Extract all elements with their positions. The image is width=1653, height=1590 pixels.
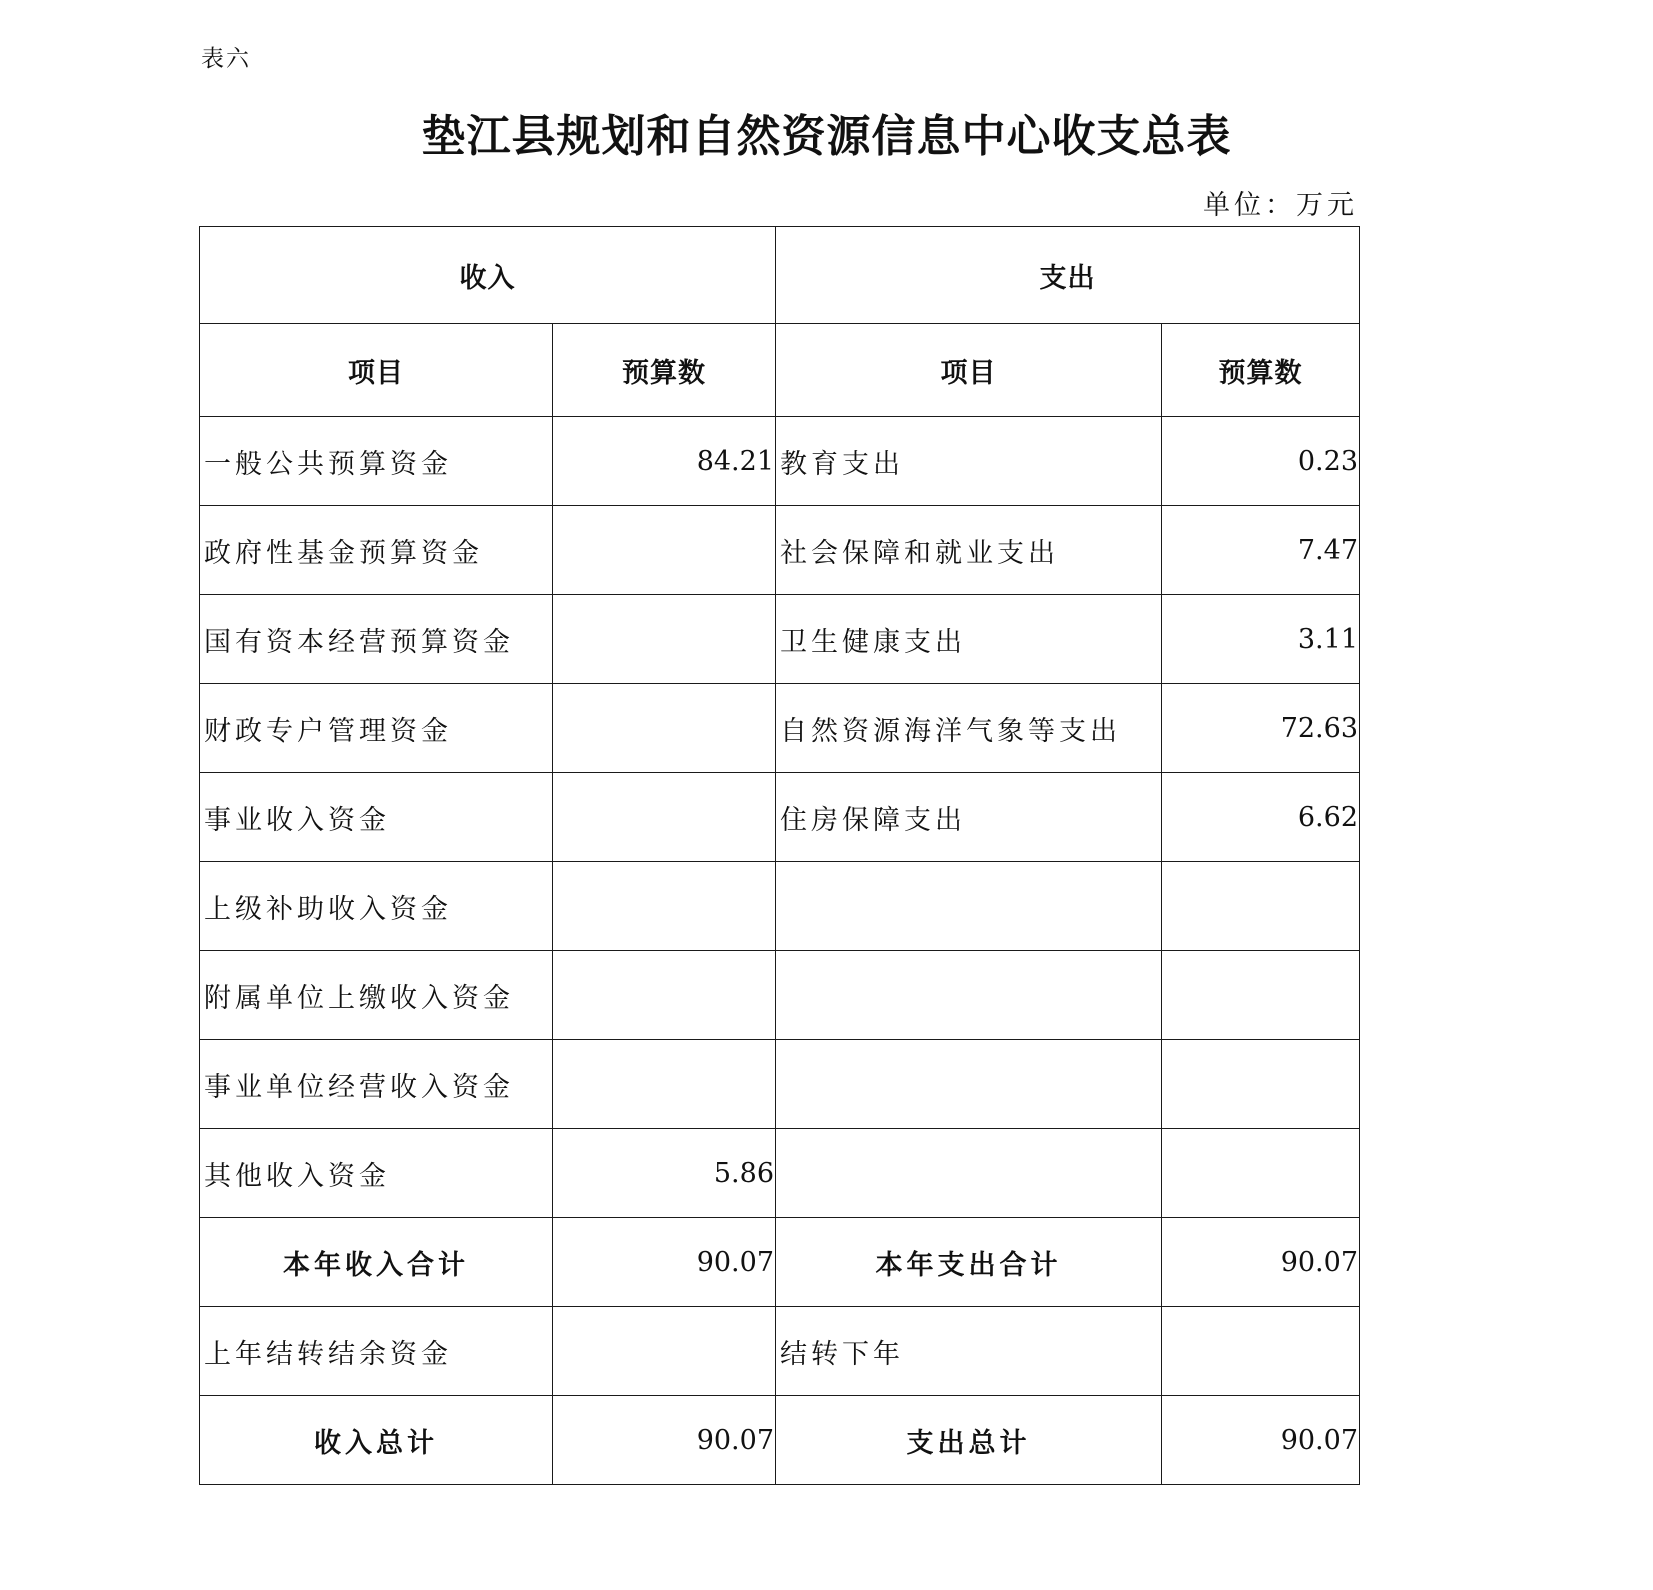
table-row [200, 417, 1360, 506]
expense-section-header: 支出 [776, 227, 1360, 324]
year-total-row [200, 1218, 1360, 1307]
table-row [200, 684, 1360, 773]
page-title: 垫江县规划和自然资源信息中心收支总表 [421, 111, 1232, 162]
expense-item-column-header: 项目 [776, 324, 1162, 417]
expense-value: 6.62 [1162, 773, 1360, 862]
income-value: 5.86 [553, 1129, 776, 1218]
table-row [200, 773, 1360, 862]
expense-value [1162, 1040, 1360, 1129]
year-expense-total-value: 90.07 [1162, 1218, 1360, 1307]
expense-value: 7.47 [1162, 506, 1360, 595]
income-item: 一般公共预算资金 [200, 417, 553, 506]
income-value [553, 862, 776, 951]
table-row [200, 1040, 1360, 1129]
income-grand-total-value: 90.07 [553, 1396, 776, 1485]
expense-value [1162, 862, 1360, 951]
year-expense-total-label: 本年支出合计 [776, 1218, 1162, 1307]
table-row [200, 951, 1360, 1040]
income-value [553, 951, 776, 1040]
table-row [200, 506, 1360, 595]
expense-item: 住房保障支出 [776, 773, 1162, 862]
expense-value: 0.23 [1162, 417, 1360, 506]
expense-item: 自然资源海洋气象等支出 [776, 684, 1162, 773]
income-budget-column-header: 预算数 [553, 324, 776, 417]
income-item: 事业单位经营收入资金 [200, 1040, 553, 1129]
income-value [553, 595, 776, 684]
income-item: 政府性基金预算资金 [200, 506, 553, 595]
expense-item [776, 951, 1162, 1040]
carry-out-label: 结转下年 [776, 1307, 1162, 1396]
income-item: 其他收入资金 [200, 1129, 553, 1218]
grand-total-row [200, 1396, 1360, 1485]
income-expense-table [199, 226, 1360, 1485]
income-value [553, 684, 776, 773]
income-item: 事业收入资金 [200, 773, 553, 862]
column-header-row [200, 324, 1360, 417]
carry-out-value [1162, 1307, 1360, 1396]
year-income-total-value: 90.07 [553, 1218, 776, 1307]
expense-item: 卫生健康支出 [776, 595, 1162, 684]
expense-item [776, 862, 1162, 951]
carry-in-label: 上年结转结余资金 [200, 1307, 553, 1396]
expense-value [1162, 951, 1360, 1040]
expense-grand-total-value: 90.07 [1162, 1396, 1360, 1485]
income-value [553, 773, 776, 862]
expense-budget-column-header: 预算数 [1162, 324, 1360, 417]
income-item: 附属单位上缴收入资金 [200, 951, 553, 1040]
expense-value [1162, 1129, 1360, 1218]
income-item: 上级补助收入资金 [200, 862, 553, 951]
expense-value: 72.63 [1162, 684, 1360, 773]
year-income-total-label: 本年收入合计 [200, 1218, 553, 1307]
income-item: 财政专户管理资金 [200, 684, 553, 773]
expense-item: 社会保障和就业支出 [776, 506, 1162, 595]
expense-value: 3.11 [1162, 595, 1360, 684]
carry-over-row [200, 1307, 1360, 1396]
income-value [553, 1040, 776, 1129]
income-item: 国有资本经营预算资金 [200, 595, 553, 684]
expense-item [776, 1129, 1162, 1218]
expense-grand-total-label: 支出总计 [776, 1396, 1162, 1485]
section-header-row [200, 227, 1360, 324]
expense-item: 教育支出 [776, 417, 1162, 506]
table-row [200, 862, 1360, 951]
document-label: 表六 [201, 46, 251, 72]
income-grand-total-label: 收入总计 [200, 1396, 553, 1485]
income-value [553, 506, 776, 595]
unit-label: 单位：万元 [1203, 190, 1358, 221]
table-row [200, 1129, 1360, 1218]
income-value: 84.21 [553, 417, 776, 506]
income-section-header: 收入 [200, 227, 776, 324]
expense-item [776, 1040, 1162, 1129]
table-row [200, 595, 1360, 684]
carry-in-value [553, 1307, 776, 1396]
income-item-column-header: 项目 [200, 324, 553, 417]
